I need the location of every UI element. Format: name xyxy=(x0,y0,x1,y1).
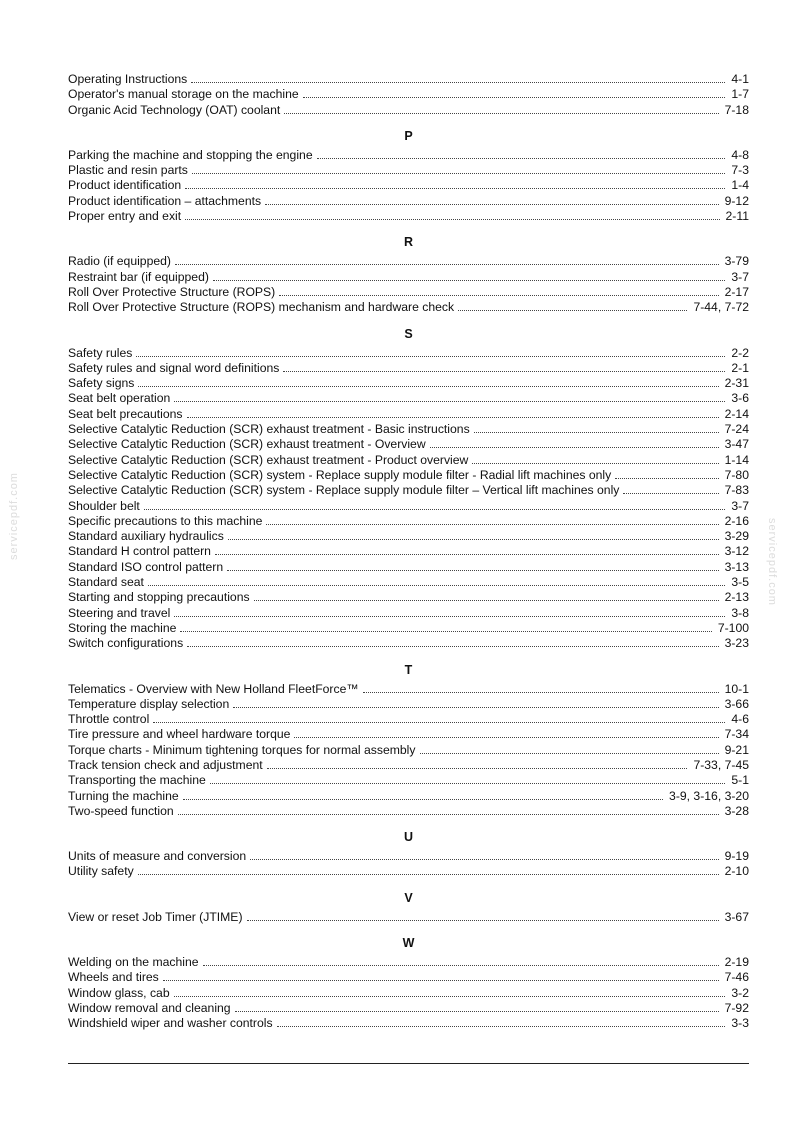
dot-leader xyxy=(215,554,719,555)
index-entry-page: 3-3 xyxy=(731,1016,749,1031)
index-entry-page: 2-19 xyxy=(724,955,749,970)
index-entry-label: Welding on the machine xyxy=(68,955,199,970)
index-entry-page: 3-67 xyxy=(724,909,749,924)
index-entry[interactable] xyxy=(68,575,749,590)
index-entry[interactable] xyxy=(68,148,749,163)
index-entry-label: Standard auxiliary hydraulics xyxy=(68,529,224,544)
dot-leader xyxy=(213,280,725,281)
index-entry[interactable] xyxy=(68,300,749,315)
index-entry[interactable] xyxy=(68,270,749,285)
index-entry[interactable] xyxy=(68,346,749,361)
dot-leader xyxy=(265,204,719,205)
index-list xyxy=(68,72,749,1032)
dot-leader xyxy=(472,463,718,464)
index-entry-label: Selective Catalytic Reduction (SCR) system - Replace supply module filter - Radial lift machines only xyxy=(68,467,612,482)
index-entry-label: View or reset Job Timer (JTIME) xyxy=(68,909,243,924)
dot-leader xyxy=(294,737,718,738)
index-entry-label: Torque charts - Minimum tightening torques for normal assembly xyxy=(68,742,416,757)
index-entry-page: 2-31 xyxy=(724,376,749,391)
dot-leader xyxy=(138,874,719,875)
index-entry-label: Selective Catalytic Reduction (SCR) exhaust treatment - Overview xyxy=(68,437,426,452)
index-entry[interactable] xyxy=(68,468,749,483)
index-entry-page: 3-7 xyxy=(731,269,749,284)
dot-leader xyxy=(210,783,726,784)
index-entry[interactable] xyxy=(68,499,749,514)
index-entry[interactable] xyxy=(68,453,749,468)
index-entry[interactable] xyxy=(68,970,749,985)
index-entry-page: 2-11 xyxy=(725,209,749,224)
index-entry-label: Storing the machine xyxy=(68,620,177,635)
index-entry[interactable] xyxy=(68,727,749,742)
dot-leader xyxy=(174,616,725,617)
index-entry-label: Seat belt operation xyxy=(68,391,171,406)
index-section xyxy=(68,935,749,1031)
index-entry-label: Standard H control pattern xyxy=(68,544,211,559)
index-section xyxy=(68,829,749,880)
index-entry[interactable] xyxy=(68,422,749,437)
index-entry-page: 3-8 xyxy=(731,605,749,620)
dot-leader xyxy=(363,692,719,693)
index-entry-label: Window removal and cleaning xyxy=(68,1000,231,1015)
section-letter-heading: T xyxy=(404,662,413,677)
index-entry-label: Restraint bar (if equipped) xyxy=(68,269,209,284)
dot-leader xyxy=(235,1011,719,1012)
dot-leader xyxy=(247,920,719,921)
index-entry-page: 3-29 xyxy=(724,529,749,544)
index-entry-label: Selective Catalytic Reduction (SCR) exhaust treatment - Product overview xyxy=(68,452,469,467)
index-entry[interactable] xyxy=(68,1016,749,1031)
index-entry-page: 7-3 xyxy=(731,163,749,178)
index-entry-page: 3-9, 3-16, 3-20 xyxy=(669,788,749,803)
index-entry-label: Roll Over Protective Structure (ROPS) xyxy=(68,284,276,299)
index-entry[interactable] xyxy=(68,407,749,422)
index-entry[interactable] xyxy=(68,163,749,178)
index-entry-label: Shoulder belt xyxy=(68,498,140,513)
index-entry-page: 7-80 xyxy=(724,467,749,482)
index-entry[interactable] xyxy=(68,254,749,269)
index-entry[interactable] xyxy=(68,376,749,391)
index-entry-page: 7-34 xyxy=(724,727,749,742)
index-entry-page: 1-4 xyxy=(731,178,749,193)
index-entry-page: 2-2 xyxy=(731,345,749,360)
dot-leader xyxy=(191,82,725,83)
dot-leader xyxy=(279,295,718,296)
dot-leader xyxy=(420,753,719,754)
dot-leader xyxy=(474,432,719,433)
dot-leader xyxy=(623,493,718,494)
index-entry-label: Seat belt precautions xyxy=(68,406,183,421)
index-entry-label: Window glass, cab xyxy=(68,985,170,1000)
dot-leader xyxy=(233,707,718,708)
index-entry-page: 3-13 xyxy=(724,559,749,574)
index-entry[interactable] xyxy=(68,758,749,773)
index-entry[interactable] xyxy=(68,209,749,224)
dot-leader xyxy=(266,524,718,525)
dot-leader xyxy=(283,371,725,372)
index-entry[interactable] xyxy=(68,437,749,452)
index-entry-label: Tire pressure and wheel hardware torque xyxy=(68,727,291,742)
index-entry[interactable] xyxy=(68,285,749,300)
index-entry[interactable] xyxy=(68,773,749,788)
dot-leader xyxy=(144,509,726,510)
watermark-right: servicepdf.com xyxy=(766,518,778,606)
index-entry-page: 2-14 xyxy=(724,406,749,421)
index-entry-page: 3-6 xyxy=(731,391,749,406)
dot-leader xyxy=(317,158,726,159)
index-entry-label: Product identification xyxy=(68,178,182,193)
dot-leader xyxy=(203,965,719,966)
index-entry-label: Specific precautions to this machine xyxy=(68,513,263,528)
index-entry-page: 4-1 xyxy=(731,72,749,86)
dot-leader xyxy=(138,386,718,387)
dot-leader xyxy=(175,264,719,265)
dot-leader xyxy=(153,722,725,723)
section-letter-heading: W xyxy=(402,936,415,951)
index-entry-label: Selective Catalytic Reduction (SCR) system - Replace supply module filter – Vertical lift machines only xyxy=(68,483,620,498)
index-entry-label: Organic Acid Technology (OAT) coolant xyxy=(68,102,281,117)
dot-leader xyxy=(277,1026,726,1027)
index-entry-label: Temperature display selection xyxy=(68,696,230,711)
index-entry[interactable] xyxy=(68,910,749,925)
index-entry-label: Steering and travel xyxy=(68,605,171,620)
index-entry-page: 9-12 xyxy=(724,193,749,208)
dot-leader xyxy=(254,600,719,601)
index-entry-page: 9-21 xyxy=(724,742,749,757)
index-entry-page: 4-8 xyxy=(731,147,749,162)
section-letter-heading: V xyxy=(404,890,413,905)
dot-leader xyxy=(267,768,688,769)
footer-rule xyxy=(68,1063,749,1064)
index-entry-label: Transporting the machine xyxy=(68,773,206,788)
index-entry-label: Parking the machine and stopping the engine xyxy=(68,147,313,162)
dot-leader xyxy=(136,356,725,357)
index-entry-page: 7-18 xyxy=(724,102,749,117)
section-letter-heading: P xyxy=(404,128,413,143)
index-entry-page: 3-23 xyxy=(724,636,749,651)
index-entry-label: Windshield wiper and washer controls xyxy=(68,1016,273,1031)
index-entry-label: Safety signs xyxy=(68,376,135,391)
index-entry[interactable] xyxy=(68,529,749,544)
index-entry[interactable] xyxy=(68,682,749,697)
index-section xyxy=(68,72,749,118)
index-section xyxy=(68,234,749,315)
watermark-left: servicepdf.com xyxy=(8,472,20,560)
index-entry-page: 7-83 xyxy=(724,483,749,498)
index-entry-label: Wheels and tires xyxy=(68,970,159,985)
dot-leader xyxy=(185,219,719,220)
section-letter-heading: S xyxy=(404,326,413,341)
index-entry-page: 2-17 xyxy=(724,284,749,299)
dot-leader xyxy=(192,173,725,174)
index-entry[interactable] xyxy=(68,590,749,605)
index-entry[interactable] xyxy=(68,194,749,209)
index-entry-label: Track tension check and adjustment xyxy=(68,757,263,772)
index-entry-page: 2-10 xyxy=(724,864,749,879)
index-entry[interactable] xyxy=(68,391,749,406)
index-entry-label: Starting and stopping precautions xyxy=(68,590,250,605)
dot-leader xyxy=(163,980,719,981)
section-letter-heading: R xyxy=(403,235,414,250)
index-entry-label: Proper entry and exit xyxy=(68,209,182,224)
index-entry[interactable] xyxy=(68,986,749,1001)
index-entry[interactable] xyxy=(68,606,749,621)
index-entry-label: Plastic and resin parts xyxy=(68,163,188,178)
index-section xyxy=(68,890,749,925)
index-entry-page: 3-79 xyxy=(724,254,749,269)
index-entry-label: Turning the machine xyxy=(68,788,179,803)
index-entry-page: 3-2 xyxy=(731,985,749,1000)
index-entry-page: 7-24 xyxy=(724,422,749,437)
index-section xyxy=(68,326,749,652)
dot-leader xyxy=(615,478,718,479)
dot-leader xyxy=(183,799,663,800)
index-section xyxy=(68,128,749,224)
dot-leader xyxy=(250,859,718,860)
index-entry[interactable] xyxy=(68,361,749,376)
dot-leader xyxy=(187,417,719,418)
index-entry[interactable] xyxy=(68,697,749,712)
index-entry-page: 5-1 xyxy=(731,773,749,788)
index-entry-label: Switch configurations xyxy=(68,636,184,651)
index-entry-label: Operator's manual storage on the machine xyxy=(68,87,299,102)
dot-leader xyxy=(284,113,718,114)
dot-leader xyxy=(227,570,718,571)
index-entry-label: Standard ISO control pattern xyxy=(68,559,224,574)
index-entry[interactable] xyxy=(68,712,749,727)
index-entry[interactable] xyxy=(68,621,749,636)
dot-leader xyxy=(185,188,725,189)
index-entry[interactable] xyxy=(68,864,749,879)
index-entry-page: 3-47 xyxy=(724,437,749,452)
index-entry-page: 3-66 xyxy=(724,696,749,711)
index-entry[interactable] xyxy=(68,87,749,102)
index-entry-label: Two-speed function xyxy=(68,803,174,818)
index-entry-page: 10-1 xyxy=(724,681,749,696)
index-entry-page: 2-13 xyxy=(724,590,749,605)
index-entry[interactable] xyxy=(68,103,749,118)
index-entry-page: 7-44, 7-72 xyxy=(693,300,749,315)
index-entry[interactable] xyxy=(68,804,749,819)
index-entry-page: 3-12 xyxy=(724,544,749,559)
index-entry-page: 7-92 xyxy=(724,1000,749,1015)
index-entry-label: Operating Instructions xyxy=(68,72,188,86)
index-entry-page: 1-7 xyxy=(731,87,749,102)
section-letter-heading: U xyxy=(403,830,414,845)
index-entry-page: 3-28 xyxy=(724,803,749,818)
index-entry-page: 3-5 xyxy=(731,575,749,590)
dot-leader xyxy=(174,996,726,997)
dot-leader xyxy=(174,401,725,402)
index-entry[interactable] xyxy=(68,560,749,575)
index-entry-label: Roll Over Protective Structure (ROPS) mechanism and hardware check xyxy=(68,300,455,315)
index-entry[interactable] xyxy=(68,1001,749,1016)
dot-leader xyxy=(148,585,725,586)
index-entry-page: 7-33, 7-45 xyxy=(693,757,749,772)
index-section xyxy=(68,662,749,820)
index-entry[interactable] xyxy=(68,544,749,559)
index-entry-label: Selective Catalytic Reduction (SCR) exhaust treatment - Basic instructions xyxy=(68,422,470,437)
index-entry-page: 1-14 xyxy=(724,452,749,467)
dot-leader xyxy=(430,447,719,448)
index-entry-page: 4-6 xyxy=(731,712,749,727)
dot-leader xyxy=(180,631,711,632)
index-entry-page: 7-46 xyxy=(724,970,749,985)
index-entry-label: Utility safety xyxy=(68,864,134,879)
index-entry-label: Safety rules xyxy=(68,345,133,360)
index-entry[interactable] xyxy=(68,743,749,758)
index-entry[interactable] xyxy=(68,849,749,864)
index-entry[interactable] xyxy=(68,955,749,970)
dot-leader xyxy=(178,814,719,815)
index-entry-page: 7-100 xyxy=(717,620,749,635)
index-entry-label: Telematics - Overview with New Holland FleetForce™ xyxy=(68,681,359,696)
index-entry-page: 2-1 xyxy=(731,360,749,375)
index-entry-label: Radio (if equipped) xyxy=(68,254,171,269)
index-entry[interactable] xyxy=(68,636,749,651)
dot-leader xyxy=(303,97,726,98)
index-entry-label: Throttle control xyxy=(68,712,150,727)
index-entry[interactable] xyxy=(68,72,749,87)
dot-leader xyxy=(458,310,687,311)
index-entry-label: Product identification – attachments xyxy=(68,193,262,208)
index-entry-label: Units of measure and conversion xyxy=(68,849,247,864)
index-entry-label: Safety rules and signal word definitions xyxy=(68,360,280,375)
index-entry[interactable] xyxy=(68,178,749,193)
index-entry[interactable] xyxy=(68,483,749,498)
index-entry-page: 9-19 xyxy=(724,849,749,864)
index-entry-label: Standard seat xyxy=(68,575,144,590)
index-entry[interactable] xyxy=(68,789,749,804)
index-entry-page: 3-7 xyxy=(731,498,749,513)
index-entry[interactable] xyxy=(68,514,749,529)
dot-leader xyxy=(187,646,718,647)
index-entry-page: 2-16 xyxy=(724,513,749,528)
dot-leader xyxy=(228,539,719,540)
